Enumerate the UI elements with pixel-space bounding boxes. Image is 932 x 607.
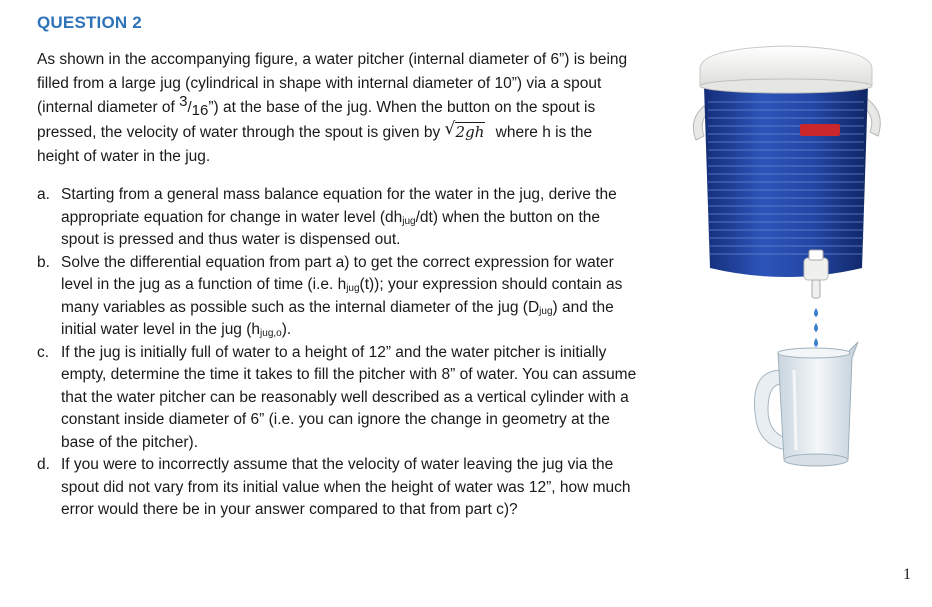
part-a — [37, 184, 637, 252]
part-d — [37, 454, 637, 522]
part-d-text: If you were to incorrectly assume that the velocity of water leaving the jug via the spout did not vary from its initial value when the height of water was 12”, how much error would there be in your answer compared to that from part c)? — [61, 456, 631, 518]
part-b-subscript-2: jug — [539, 305, 553, 317]
fraction-slash: / — [187, 99, 192, 116]
part-c — [37, 342, 637, 455]
part-b-subscript-1: jug — [346, 283, 360, 294]
part-c-marker: c. — [37, 343, 50, 361]
part-b — [37, 252, 637, 342]
part-a-text-1: Starting from a general mass balance equation for the water in the jug, derive the appropriate equation for change in water level (dh — [61, 186, 617, 226]
water-pitcher — [754, 342, 858, 466]
sqrt-symbol: √ — [444, 119, 456, 139]
jug-brand-label — [800, 124, 840, 136]
part-b-marker: b. — [37, 253, 50, 271]
jug-and-pitcher-figure — [690, 40, 890, 480]
pitcher-base — [784, 454, 848, 466]
question-parts — [37, 184, 637, 522]
part-a-subscript: jug — [402, 215, 416, 227]
spout-button — [809, 250, 823, 260]
jug-lid-rim — [700, 79, 872, 93]
intro-text-1: As shown in the accompanying figure, a water pitcher (internal diameter of 6”) is being filled from a large jug (cylindrical in shape with internal diameter of 10”) via a spout (internal diameter of — [37, 51, 628, 116]
pitcher-body — [778, 342, 858, 466]
part-b-text-2: (t)); your expression should contain as many variables as possible such as the internal diameter of the jug (D — [61, 276, 623, 316]
intro-text-2: ”) at the base of the jug. When the button on the spout is pressed, the velocity of water through the spout is given by — [37, 99, 596, 141]
intro-text-3: where h is the height of water in the jug. — [37, 124, 593, 165]
question-title: QUESTION 2 — [37, 13, 142, 32]
page-number: 1 — [903, 566, 911, 583]
part-d-marker: d. — [37, 456, 50, 473]
part-a-text-2: /dt) when the button on the spout is pressed and thus water is dispensed out. — [61, 208, 601, 248]
spout-diameter-fraction — [179, 93, 209, 119]
sqrt-argument: 2gh — [455, 123, 485, 141]
part-a-marker: a. — [37, 186, 50, 203]
water-jug — [693, 46, 880, 298]
part-c-text: If the jug is initially full of water to a height of 12” and the water pitcher is initially empty, determine the time it takes to fill the pitcher with 8” of water. You can assume that the water pitcher can be reasonably well described as a vertical cylinder with a constant inside diameter of 6” (i.e. you can ignore the change in geometry at the base of the pitcher). — [61, 343, 637, 451]
spout-base — [804, 258, 828, 280]
spout-nozzle — [812, 280, 820, 298]
part-b-text-1: Solve the differential equation from part a) to get the correct expression for water level in the jug as a function of time (i.e. h — [61, 253, 614, 293]
part-b-text-4: ). — [281, 321, 292, 338]
pitcher-rim — [778, 348, 850, 358]
water-drops — [814, 308, 818, 347]
question-intro — [37, 48, 637, 169]
part-b-subscript-3: jug,o — [260, 328, 282, 339]
velocity-formula — [445, 120, 486, 144]
part-b-text-3: ) and the initial water level in the jug (h — [61, 298, 614, 338]
fraction-denominator: 16 — [191, 102, 209, 119]
fraction-numerator: 3 — [179, 93, 188, 110]
